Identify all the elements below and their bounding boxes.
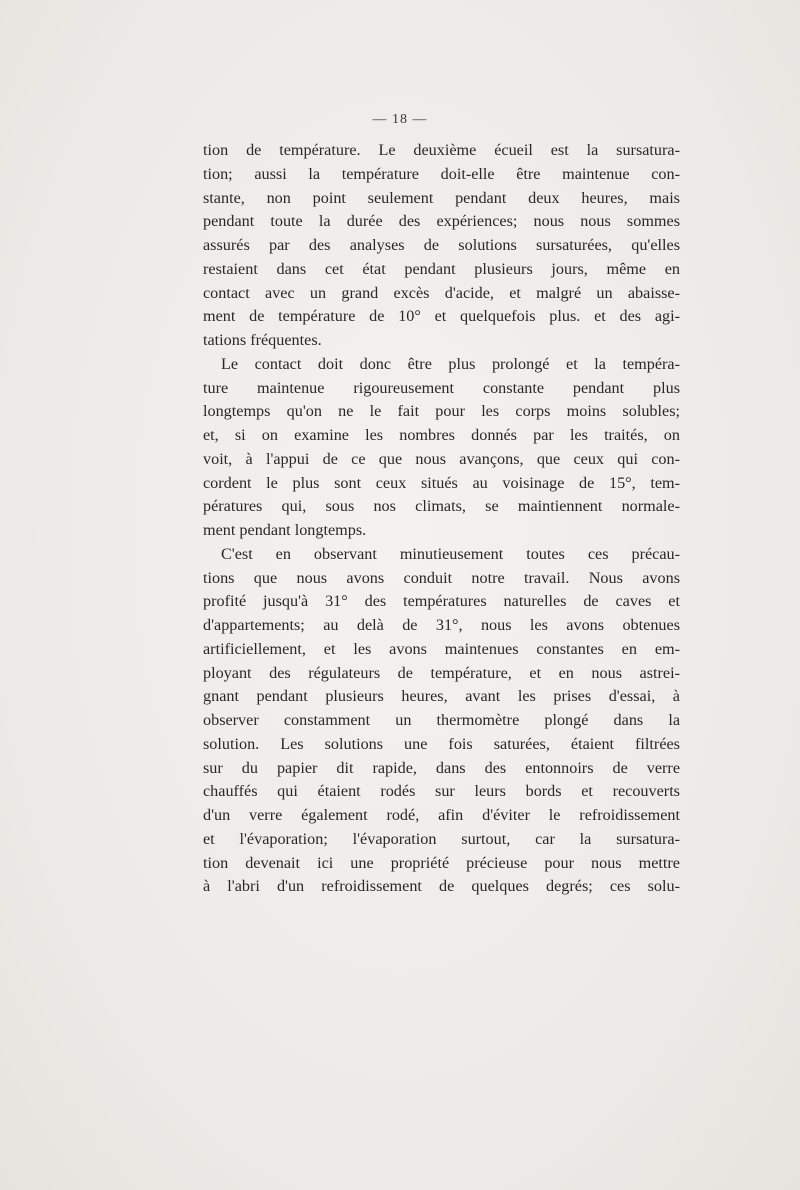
text-line: restaient dans cet état pendant plusieurs jours, même en [203,259,680,278]
text-line: tions que nous avons conduit notre travail. Nous avons [203,568,680,587]
text-line: tion; aussi la température doit-elle être maintenue con- [203,164,680,183]
text-line: tion devenait ici une propriété précieuse pour nous mettre [203,853,680,872]
text-line: d'un verre également rodé, afin d'éviter le refroidissement [203,806,680,824]
text-line: voit, à l'appui de ce que nous avançons, que ceux qui con- [203,449,680,468]
body-text [203,139,680,899]
text-line: observer constamment un thermomètre plongé dans la [203,711,680,729]
text-line: cordent le plus sont ceux situés au voisinage de 15°, tem- [203,473,680,492]
text-line: ployant des régulateurs de température, et en nous astrei- [203,663,680,682]
text-line: pendant toute la durée des expériences; nous nous sommes [203,212,680,231]
text-line: sur du papier dit rapide, dans des entonnoirs de verre [203,758,680,777]
text-line: Le contact doit donc être plus prolongé et la tempéra- [221,354,680,373]
text-line: et, si on examine les nombres donnés par les traités, on [203,426,680,444]
text-line: contact avec un grand excès d'acide, et malgré un abaisse- [203,283,680,302]
page-number: — 18 — [372,112,428,127]
text-line: longtemps qu'on ne le fait pour les corps moins solubles; [203,402,680,421]
text-line: et l'évaporation; l'évaporation surtout, car la sursatura- [203,829,680,848]
text-line: tion de température. Le deuxième écueil est la sursatura- [203,141,680,159]
text-line: C'est en observant minutieusement toutes ces précau- [221,544,680,563]
text-line: stante, non point seulement pendant deux heures, mais [203,188,680,207]
text-line: d'appartements; au delà de 31°, nous les avons obtenues [203,616,680,634]
text-line: profité jusqu'à 31° des températures naturelles de caves et [203,592,680,611]
text-line: ment de température de 10° et quelquefois plus. et des agi- [203,307,680,326]
text-line: artificiellement, et les avons maintenues constantes en em- [203,639,680,658]
text-line: ment pendant longtemps. [203,521,367,539]
text-line: tations fréquentes. [203,331,322,349]
text-line: pératures qui, sous nos climats, se maintiennent normale- [203,497,680,516]
text-line: solution. Les solutions une fois saturées, étaient filtrées [203,734,680,753]
text-line: gnant pendant plusieurs heures, avant les prises d'essai, à [203,687,680,706]
text-line: assurés par des analyses de solutions sursaturées, qu'elles [203,236,680,254]
text-line: chauffés qui étaient rodés sur leurs bords et recouverts [203,782,680,801]
text-line: ture maintenue rigoureusement constante pendant plus [203,378,680,397]
text-line: à l'abri d'un refroidissement de quelques degrés; ces solu- [203,877,680,896]
